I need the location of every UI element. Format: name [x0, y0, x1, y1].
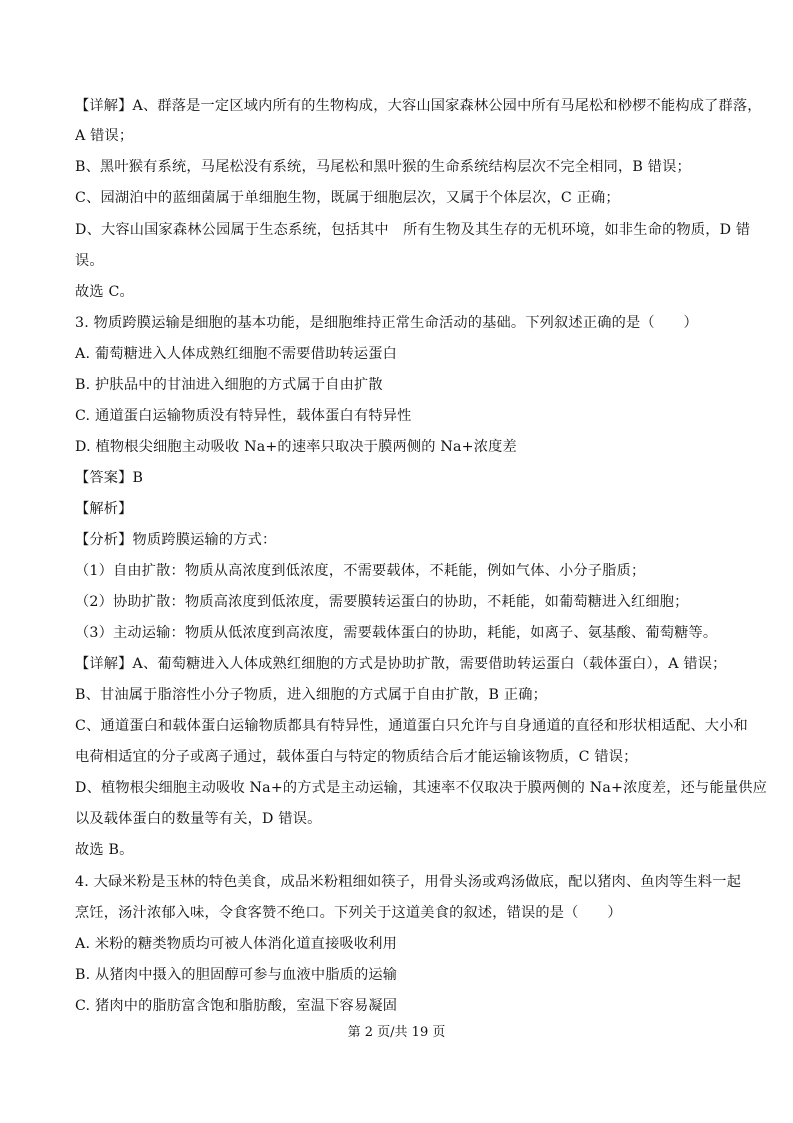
- option-a: A. 葡萄糖进入人体成熟红细胞不需要借助转运蛋白: [75, 346, 398, 362]
- option-b: B. 护肤品中的甘油进入细胞的方式属于自由扩散: [75, 377, 383, 393]
- text-line: 电荷相适宜的分子或离子通过，载体蛋白与特定的物质结合后才能运输该物质，C 错误；: [75, 749, 638, 765]
- answer-label: 【答案】B: [75, 470, 144, 486]
- option-b: B. 从猪肉中摄入的胆固醇可参与血液中脂质的运输: [75, 967, 398, 983]
- option-d: D. 植物根尖细胞主动吸收 Na+的速率只取决于膜两侧的 Na+浓度差: [75, 439, 517, 455]
- text-line: 【分析】物质跨膜运输的方式：: [75, 532, 277, 548]
- question-stem: 4. 大碌米粉是玉林的特色美食，成品米粉粗细如筷子，用骨头汤或鸡汤做底，配以猪肉、鱼肉等生料一起: [75, 874, 742, 890]
- question-stem: 烹饪，汤汁浓郁入味，令食客赞不绝口。下列关于这道美食的叙述，错误的是（ ）: [75, 905, 622, 921]
- analysis-label: 【解析】: [75, 501, 133, 517]
- text-line: 以及载体蛋白的数量等有关，D 错误。: [75, 811, 322, 827]
- text-line: 故选 B。: [75, 842, 134, 858]
- option-c: C. 通道蛋白运输物质没有特异性，载体蛋白有特异性: [75, 408, 412, 424]
- text-line: 【详解】A、群落是一定区域内所有的生物构成，大容山国家森林公园中所有马尾松和桫椤不能构成了群落，: [75, 98, 762, 114]
- text-line: 故选 C。: [75, 284, 134, 300]
- text-line: D、植物根尖细胞主动吸收 Na+的方式是主动运输，其速率不仅取决于膜两侧的 Na+浓度差，还与能量供应: [75, 780, 767, 796]
- option-a: A. 米粉的糖类物质均可被人体消化道直接吸收利用: [75, 936, 398, 952]
- option-c: C. 猪肉中的脂肪富含饱和脂肪酸，室温下容易凝固: [75, 998, 398, 1014]
- question-stem: 3. 物质跨膜运输是细胞的基本功能，是细胞维持正常生命活动的基础。下列叙述正确的是（ ）: [75, 315, 698, 331]
- text-line: （3）主动运输：物质从低浓度到高浓度，需要载体蛋白的协助，耗能，如离子、氨基酸、葡萄糖等。: [75, 625, 718, 641]
- text-line: B、甘油属于脂溶性小分子物质，进入细胞的方式属于自由扩散，B 正确；: [75, 687, 547, 703]
- text-line: B、黑叶猴有系统，马尾松没有系统，马尾松和黑叶猴的生命系统结构层次不完全相同，B 错误；: [75, 159, 691, 175]
- text-line: 【详解】A、葡萄糖进入人体成熟红细胞的方式是协助扩散，需要借助转运蛋白（载体蛋白），A 错误；: [75, 656, 727, 672]
- text-line: C、通道蛋白和载体蛋白运输物质都具有特异性，通道蛋白只允许与自身通道的直径和形状相适配、大小和: [75, 718, 748, 734]
- text-line: 误。: [75, 253, 104, 269]
- text-line: A 错误；: [75, 128, 134, 144]
- text-line: D、大容山国家森林公园属于生态系统，包括其中 所有生物及其生存的无机环境，如非生命的物质，D 错: [75, 222, 751, 238]
- page-number-footer: 第 2 页/共 19 页: [347, 1025, 446, 1040]
- text-line: （1）自由扩散：物质从高浓度到低浓度，不需要载体，不耗能，例如气体、小分子脂质；: [75, 563, 646, 579]
- text-line: （2）协助扩散：物质高浓度到低浓度，需要膜转运蛋白的协助，不耗能，如葡萄糖进入红细胞；: [75, 594, 689, 610]
- text-line: C、园湖泊中的蓝细菌属于单细胞生物，既属于细胞层次，又属于个体层次，C 正确；: [75, 190, 620, 206]
